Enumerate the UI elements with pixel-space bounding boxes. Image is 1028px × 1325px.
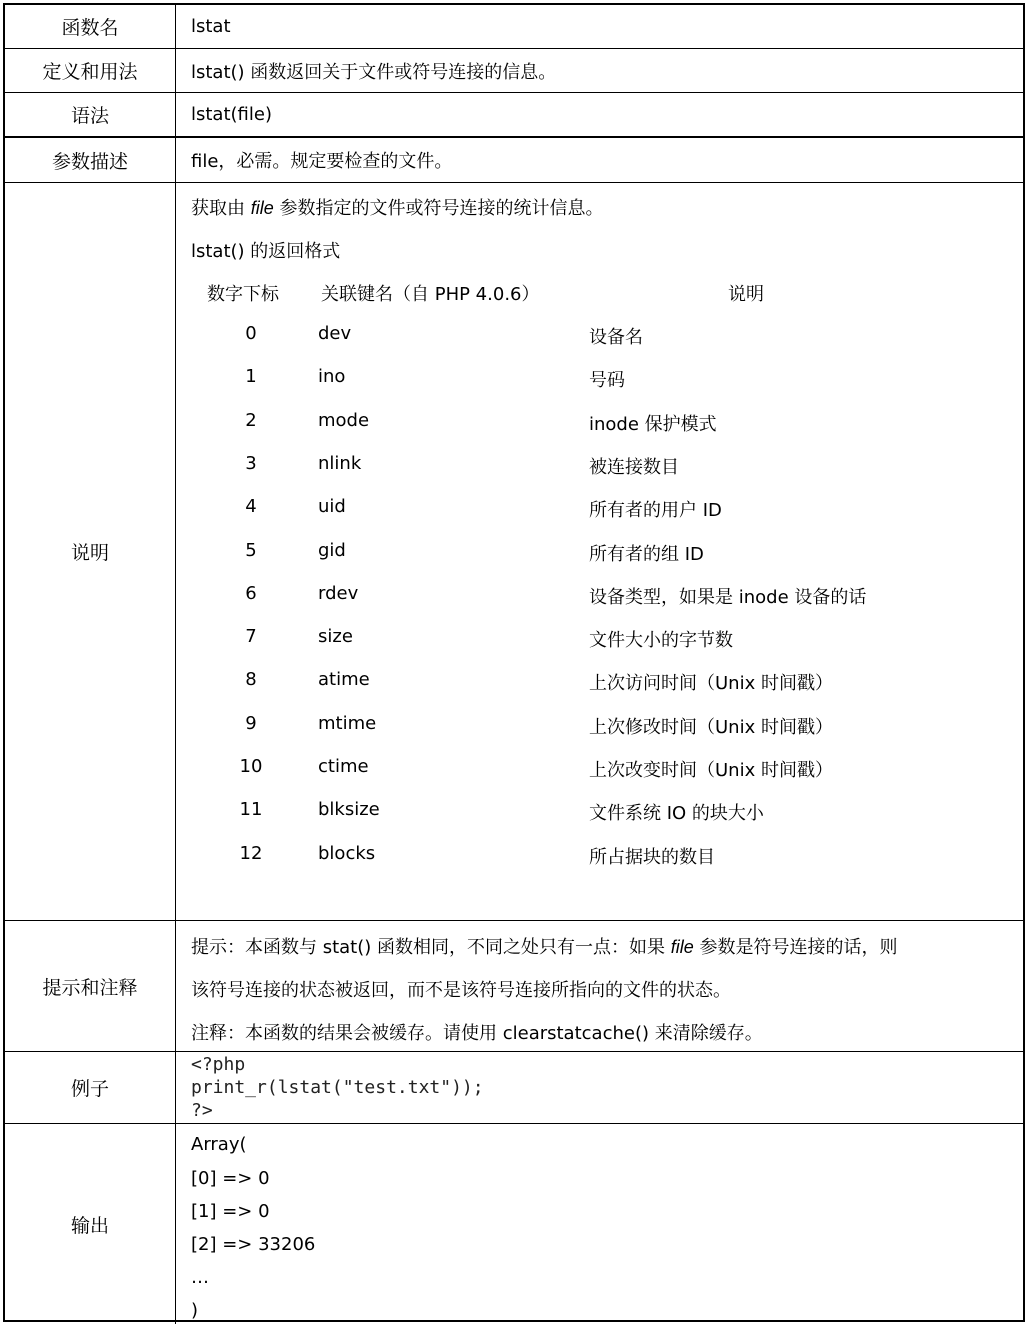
function-reference-table (3, 3, 1025, 1322)
cell-description: 文件系统 IO 的块大小 (589, 803, 764, 825)
cell-key: atime (318, 669, 370, 691)
description-intro: 获取由 file 参数指定的文件或符号连接的统计信息。 (191, 198, 604, 219)
output-line-1: Array( (191, 1134, 247, 1155)
header-key: 关联键名（自 PHP 4.0.6） (321, 284, 540, 305)
cell-index: 10 (239, 756, 263, 777)
note-tip-line1: 提示：本函数与 stat() 函数相同，不同之处只有一点：如果 file 参数是符号连接的话，则 (191, 937, 898, 958)
row-description (5, 183, 1023, 921)
label-definition: 定义和用法 (5, 49, 176, 92)
cell-key: ctime (318, 756, 369, 777)
cell-index: 4 (245, 496, 257, 518)
cell-description: 号码 (589, 370, 625, 392)
cell-index: 7 (245, 626, 257, 648)
cell-key: blocks (318, 842, 376, 864)
cell-key: gid (318, 539, 346, 561)
cell-key: blksize (318, 799, 380, 821)
cell-description: 设备类型，如果是 inode 设备的话 (589, 586, 867, 608)
cell-description: 设备名 (589, 327, 643, 348)
code-line-2: print_r(lstat("test.txt")); (191, 1077, 484, 1098)
note-cache-line: 注释：本函数的结果会被缓存。请使用 clearstatcache() 来清除缓存。 (191, 1023, 763, 1044)
param-name-file-2: file (670, 937, 694, 957)
cell-key: mode (318, 409, 370, 431)
cell-description: 上次改变时间（Unix 时间戳） (589, 760, 833, 781)
cell-description: 被连接数目 (589, 456, 679, 478)
code-line-3: ?> (191, 1100, 213, 1121)
label-output: 输出 (5, 1124, 176, 1324)
output-line-4: [2] => 33206 (191, 1234, 316, 1255)
cell-index: 8 (245, 669, 257, 691)
row-output (5, 1124, 1023, 1324)
label-function-name: 函数名 (5, 5, 176, 48)
cell-index: 2 (245, 409, 257, 431)
cell-index: 3 (245, 452, 257, 474)
cell-index: 5 (245, 539, 257, 561)
value-syntax: lstat(file) (191, 104, 272, 125)
row-notes (5, 921, 1023, 1052)
cell-description: 上次修改时间（Unix 时间戳） (589, 716, 833, 738)
value-parameters: file，必需。规定要检查的文件。 (191, 151, 453, 172)
label-example: 例子 (5, 1052, 176, 1123)
output-line-3: [1] => 0 (191, 1201, 270, 1222)
cell-key: size (318, 626, 353, 648)
cell-description: 所有者的组 ID (589, 543, 704, 565)
value-function-name: lstat (191, 16, 231, 37)
row-parameters (5, 138, 1023, 183)
cell-description: 所有者的用户 ID (589, 500, 722, 522)
row-function-name (5, 5, 1023, 49)
cell-key: ino (318, 366, 346, 388)
cell-description: 文件大小的字节数 (589, 630, 733, 652)
cell-index: 11 (239, 799, 263, 821)
cell-description: 上次访问时间（Unix 时间戳） (589, 673, 833, 695)
row-syntax (5, 93, 1023, 138)
cell-index: 12 (239, 842, 263, 864)
value-definition: lstat() 函数返回关于文件或符号连接的信息。 (191, 61, 557, 83)
cell-key: mtime (318, 712, 377, 734)
row-definition (5, 49, 1023, 93)
note-tip-line2: 该符号连接的状态被返回，而不是该符号连接所指向的文件的状态。 (191, 980, 731, 1001)
cell-key: uid (318, 496, 346, 518)
output-line-6: ) (191, 1300, 199, 1321)
label-syntax: 语法 (5, 93, 176, 136)
output-line-5: … (191, 1267, 209, 1288)
label-notes: 提示和注释 (5, 921, 176, 1051)
row-example (5, 1052, 1023, 1124)
cell-description: 所占据块的数目 (589, 846, 715, 868)
return-format-title: lstat() 的返回格式 (191, 241, 341, 262)
cell-key: rdev (318, 582, 359, 604)
output-line-2: [0] => 0 (191, 1168, 270, 1189)
cell-description: inode 保护模式 (589, 413, 717, 435)
header-desc: 说明 (728, 284, 764, 305)
cell-index: 9 (245, 712, 257, 734)
label-parameters: 参数描述 (5, 138, 176, 182)
cell-index: 1 (245, 366, 257, 388)
cell-key: dev (318, 323, 352, 344)
cell-key: nlink (318, 452, 362, 474)
label-description: 说明 (5, 183, 176, 920)
code-line-1: <?php (191, 1054, 246, 1075)
cell-index: 0 (245, 323, 257, 344)
cell-index: 6 (245, 582, 257, 604)
param-name-file: file (250, 198, 274, 218)
header-index: 数字下标 (207, 284, 279, 305)
